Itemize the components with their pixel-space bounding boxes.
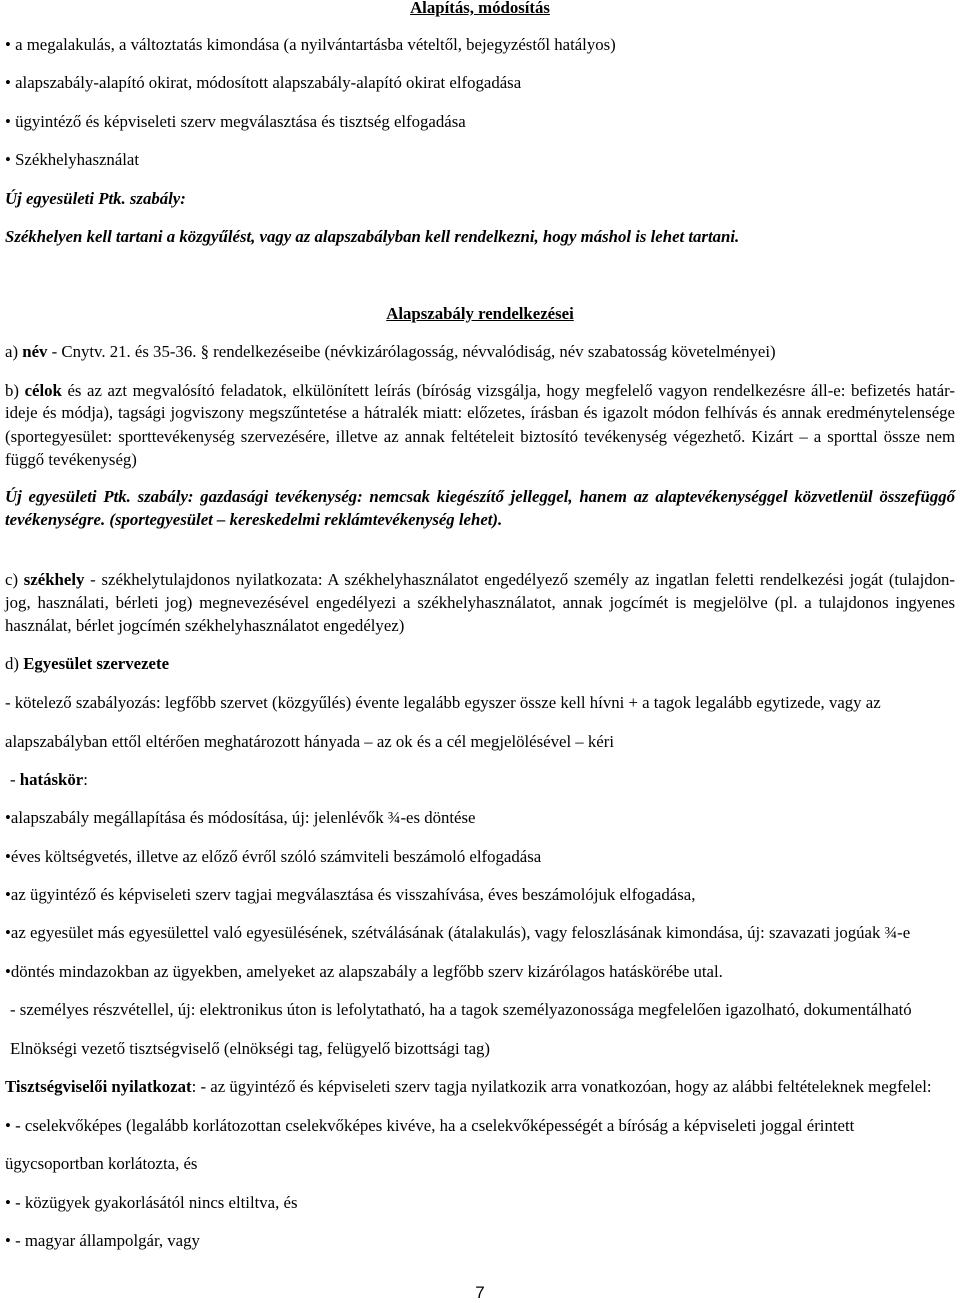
competence-item [5, 923, 910, 943]
page-number: 7 [475, 1283, 485, 1302]
statute-b-text: és az azt megvalósító feladatok, elkülönített leírás (bíróság vizsgálja, hogy megfelelő vagyon rendelkezésre áll-e: befizetés határ- [61, 381, 955, 400]
item-marker: b) [5, 381, 25, 400]
declaration-line [5, 1077, 932, 1097]
economic-rule-line: tevékenységre. (sportegyesület – kereskedelmi reklámtevékenység lehet). [5, 510, 503, 529]
regulation-line: - kötelező szabályozás: legfőbb szervet (közgyűlés) évente legalább egyszer össze kell hívni + a tagok legalább egytizede, vagy az [5, 693, 881, 712]
term-seat: székhely [23, 570, 85, 589]
condition-item-continuation: ügycsoportban korlátozta, és [5, 1154, 198, 1173]
condition-item [5, 1193, 298, 1213]
term-competence: hatáskör [19, 770, 84, 789]
statute-c-line: használat, bérlet jogcímén székhelyhasználatot engedélyez) [5, 616, 405, 635]
statute-c-line [5, 570, 955, 590]
declaration-text: : - az ügyintéző és képviseleti szerv tagja nyilatkozik arra vonatkozóan, hogy az alábbi feltételeknek megfelel: [191, 1077, 932, 1096]
founding-list-item [5, 35, 616, 55]
item-marker: d) [5, 654, 24, 673]
founding-list-item [5, 112, 466, 132]
bullet-icon: • [5, 885, 11, 904]
statute-b-line: függő tevékenység) [5, 450, 137, 469]
competence-item [5, 808, 476, 828]
competence-prefix: - [10, 770, 20, 789]
term-name: név [22, 342, 48, 361]
section-title-statutes: Alapszabály rendelkezései [386, 304, 574, 323]
term-goals: célok [24, 381, 62, 400]
founding-list-item [5, 150, 139, 170]
competence-item-text: döntés mindazokban az ügyekben, amelyeket az alapszabály a legfőbb szerv kizárólagos hatáskörébe utal. [10, 962, 723, 981]
founding-list-item [5, 73, 521, 93]
competence-heading [10, 770, 88, 790]
bullet-icon: • [5, 73, 11, 92]
economic-rule-line: Új egyesületi Ptk. szabály: gazdasági tevékenység: nemcsak kiegészítő jelleggel, hanem az alaptevékenységgel közvetlenül összefüggő [5, 487, 955, 506]
founding-item-text: alapszabály-alapító okirat, módosított alapszabály-alapító okirat elfogadása [15, 73, 522, 92]
regulation-line: alapszabályban ettől eltérően meghatározott hányada – az ok és a cél megjelölésével – kéri [5, 732, 614, 751]
bullet-icon: • [5, 923, 11, 942]
item-marker: c) [5, 570, 24, 589]
founding-item-text: Székhelyhasználat [15, 150, 140, 169]
statute-c-text: - székhelytulajdonos nyilatkozata: A székhelyhasználatot engedélyező személy az ingatlan feletti rendelkezési jogát (tulajdon- [84, 570, 955, 589]
board-line: Elnökségi vezető tisztségviselő (elnökségi tag, felügyelő bizottsági tag) [10, 1039, 491, 1058]
founding-item-text: a megalakulás, a változtatás kimondása (a nyilvántartásba vételtől, bejegyzéstől hatályos) [15, 35, 616, 54]
statute-b-line [5, 381, 955, 401]
condition-text: - cselekvőképes (legalább korlátozottan cselekvőképes kivéve, ha a cselekvőképességét a bíróság a képviseleti joggal érintett [15, 1116, 855, 1135]
competence-suffix: : [83, 770, 88, 789]
participation-line: - személyes részvétellel, új: elektronikus úton is lefolytatható, ha a tagok személyazonossága megfelelően igazolható, dokumentálható [10, 1000, 912, 1019]
new-rule-text: Székhelyen kell tartani a közgyűlést, vagy az alapszabályban kell rendelkezni, hogy máshol is lehet tartani. [5, 227, 740, 246]
condition-item [5, 1116, 854, 1136]
statute-b-line: (sportegyesület: sporttevékenység szervezésére, illetve az annak feltételeit biztosító tevékenység végezhető. Kizárt – a sporttal össze nem [5, 427, 955, 446]
competence-item-text: alapszabály megállapítása és módosítása, új: jelenlévők ¾-es döntése [10, 808, 476, 827]
bullet-icon: • [5, 35, 11, 54]
term-declaration: Tisztségviselői nyilatkozat [5, 1077, 192, 1096]
bullet-icon: • [5, 1193, 11, 1212]
section-title-founding: Alapítás, módosítás [410, 0, 550, 17]
competence-item [5, 962, 723, 982]
competence-item-text: az ügyintéző és képviseleti szerv tagjai megválasztása és visszahívása, éves beszámolójuk elfogadása, [10, 885, 696, 904]
statute-d-heading [5, 654, 169, 674]
competence-item-text: az egyesület más egyesülettel való egyesülésének, szétválásának (átalakulás), vagy feloszlásának kimondása, új: szavazati jogúak ¾-e [10, 923, 911, 942]
statute-c-line: jog, használati, bérleti jog) megnevezésével engedélyezi a székhelyhasználatot, annak jogcímét is megjelölve (pl. a tulajdonos ingyenes [5, 593, 955, 612]
bullet-icon: • [5, 962, 11, 981]
bullet-icon: • [5, 150, 11, 169]
competence-item-text: éves költségvetés, illetve az előző évről szóló számviteli beszámoló elfogadása [10, 847, 542, 866]
item-marker: a) [5, 342, 23, 361]
term-organization: Egyesület szervezete [23, 654, 170, 673]
statute-b-line: ideje és módja), tagsági jogviszony megszűntetése a hátralék miatt: előzetes, írásban és igazolt módon felhívás és annak eredménytelensége [5, 403, 955, 422]
condition-text: - magyar állampolgár, vagy [15, 1231, 200, 1250]
bullet-icon: • [5, 1116, 11, 1135]
condition-text: - közügyek gyakorlásától nincs eltiltva, és [15, 1193, 298, 1212]
founding-item-text: ügyintéző és képviseleti szerv megválasztása és tisztség elfogadása [15, 112, 466, 131]
competence-item [5, 885, 695, 905]
statute-a-line [5, 342, 776, 362]
new-rule-label: Új egyesületi Ptk. szabály: [5, 189, 186, 208]
bullet-icon: • [5, 112, 11, 131]
statute-a-text: - Cnytv. 21. és 35-36. § rendelkezéseibe (névkizárólagosság, névvalódiság, név szabatosság követelményei) [47, 342, 776, 361]
condition-item [5, 1231, 200, 1251]
bullet-icon: • [5, 1231, 11, 1250]
bullet-icon: • [5, 808, 11, 827]
bullet-icon: • [5, 847, 11, 866]
competence-item [5, 847, 541, 867]
